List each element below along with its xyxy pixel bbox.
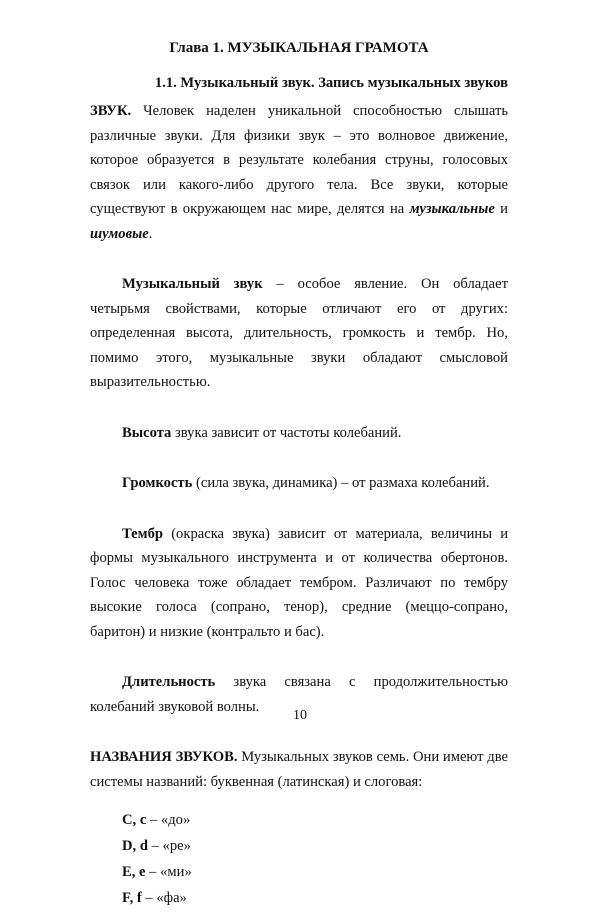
term-note-names: НАЗВАНИЯ ЗВУКОВ.: [90, 749, 238, 765]
section-title: 1.1. Музыкальный звук. Запись музыкальных звуков: [154, 74, 508, 91]
list-item: C, c – «до»: [122, 812, 191, 828]
paragraph-duration: Длительность звука связана с продолжительностью колебаний звуковой волны.: [90, 674, 508, 715]
paragraph-pitch: Высота звука зависит от частоты колебаний.: [122, 424, 402, 441]
paragraph-note-names: НАЗВАНИЯ ЗВУКОВ. Музыкальных звуков семь. Они имеют две системы названий: буквенная (латинская) и слоговая:: [90, 749, 508, 790]
paragraph-loudness: Громкость (сила звука, динамика) – от размаха колебаний.: [122, 475, 490, 491]
term-timbre: Тембр: [122, 525, 164, 542]
term-noise: шумовые: [90, 225, 149, 242]
paragraph-musical-sound: Музыкальный звук – особое явление. Он обладает четырьмя свойствами, которые отличают его от других: определенная высота, длительность, громкость и тембр. Но, помимо этого, музыкальные звуки обладают смысловой выразительностью.: [90, 276, 508, 390]
page-number: 10: [293, 708, 307, 723]
chapter-title: Глава 1. МУЗЫКАЛЬНАЯ ГРАМОТА: [169, 40, 429, 56]
term-pitch: Высота: [122, 424, 172, 441]
list-item: D, d – «ре»: [122, 838, 191, 854]
term-loudness: Громкость: [122, 475, 193, 491]
paragraph-sound: ЗВУК. Человек наделен уникальной способностью слышать различные звуки. Для физики звук – это волновое движение, которое образуется в результате колебания струны, голосовых связок или какого-либо другого тела. Все звуки, которые существуют в окружающем нас мире, делятся на музыкальные и шумовые.: [90, 103, 508, 242]
term-musical: музыкальные: [409, 201, 495, 217]
term-duration: Длительность: [122, 674, 216, 690]
page-content: [90, 36, 508, 912]
note-names-list: [90, 808, 508, 910]
term-musical-sound: Музыкальный звук: [122, 276, 263, 292]
term-sound: ЗВУК.: [90, 103, 132, 119]
list-item: F, f – «фа»: [122, 890, 187, 906]
paragraph-timbre: Тембр (окраска звука) зависит от материала, величины и формы музыкального инструмента и от количества обертонов. Голос человека тоже обладает тембром. Различают по тембру высокие голоса (сопрано, тенор), средние (меццо-сопрано, баритон) и низкие (контральто и бас).: [90, 525, 508, 640]
list-item: E, e – «ми»: [122, 864, 192, 880]
